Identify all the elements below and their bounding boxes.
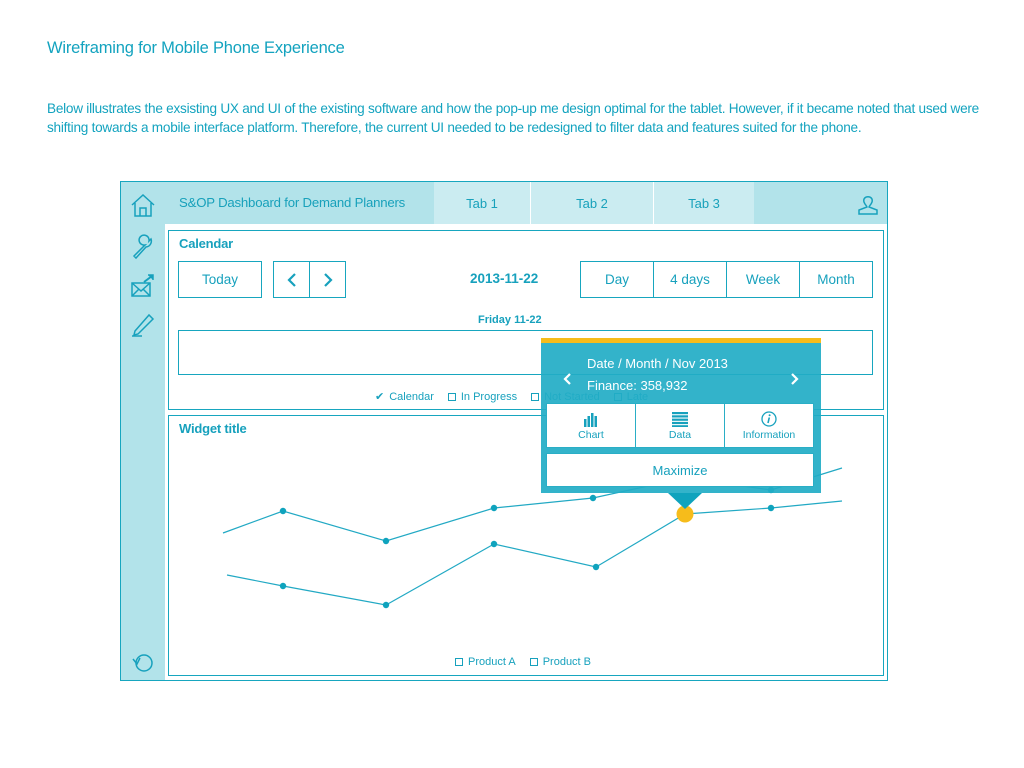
- data-point[interactable]: [383, 538, 389, 544]
- chart-button-label: Chart: [578, 428, 604, 441]
- legend-label: Product A: [468, 656, 516, 668]
- bar-chart-icon: [583, 411, 599, 427]
- data-point[interactable]: [768, 505, 774, 511]
- day-label: Friday 11-22: [478, 314, 542, 326]
- tab-3[interactable]: Tab 3: [688, 195, 720, 211]
- view-month-button[interactable]: Month: [800, 262, 872, 297]
- view-day-button[interactable]: Day: [581, 262, 654, 297]
- chart-button[interactable]: [547, 404, 636, 447]
- data-popup: [541, 338, 821, 493]
- data-point[interactable]: [280, 508, 286, 514]
- maximize-button[interactable]: Maximize: [546, 453, 814, 487]
- widget-title: Widget title: [179, 421, 247, 436]
- page-description: Below illustrates the exsisting UX and UI of the existing software and how the pop-up me design optimal for the tablet. However, if it became noted that used were shifting towards a mobile interface platform. Therefore, the current UI needed to be redesigned to filter data and features suited for the phone.: [47, 101, 979, 135]
- information-button[interactable]: [725, 404, 813, 447]
- checkmark-icon: ✔: [375, 391, 385, 403]
- chevron-left-icon: [560, 371, 574, 387]
- today-button[interactable]: Today: [178, 261, 262, 298]
- data-button[interactable]: [636, 404, 725, 447]
- data-point[interactable]: [383, 602, 389, 608]
- data-button-label: Data: [668, 428, 692, 441]
- legend-label: In Progress: [460, 390, 518, 403]
- data-point[interactable]: [590, 495, 596, 501]
- tab-1[interactable]: Tab 1: [434, 182, 531, 224]
- calendar-title: Calendar: [179, 236, 234, 251]
- popup-heading: Date / Month / Nov 2013: [587, 356, 728, 371]
- current-date: 2013-11-22: [470, 271, 539, 286]
- view-4days-button[interactable]: 4 days: [654, 262, 727, 297]
- page-title: Wireframing for Mobile Phone Experience: [47, 39, 345, 57]
- popup-header: [587, 353, 728, 397]
- series-product-b: [227, 501, 842, 608]
- tab-2[interactable]: Tab 2: [531, 182, 654, 224]
- view-week-button[interactable]: Week: [727, 262, 800, 297]
- popup-actions: [546, 403, 814, 448]
- legend-label: Product B: [542, 656, 592, 668]
- table-icon: [672, 411, 688, 427]
- legend-label: Calendar: [389, 390, 434, 403]
- data-point[interactable]: [491, 505, 497, 511]
- data-point[interactable]: [593, 564, 599, 570]
- app-title: S&OP Dashboard for Demand Planners: [179, 195, 406, 210]
- information-button-label: Information: [742, 428, 796, 441]
- data-point[interactable]: [280, 583, 286, 589]
- info-icon: [761, 411, 777, 427]
- popup-next-button[interactable]: [788, 371, 802, 387]
- data-point[interactable]: [491, 541, 497, 547]
- chevron-right-icon: [788, 371, 802, 387]
- popup-value: Finance: 358,932: [587, 378, 688, 393]
- popup-prev-button[interactable]: [560, 371, 574, 387]
- popup-pointer: [668, 493, 702, 509]
